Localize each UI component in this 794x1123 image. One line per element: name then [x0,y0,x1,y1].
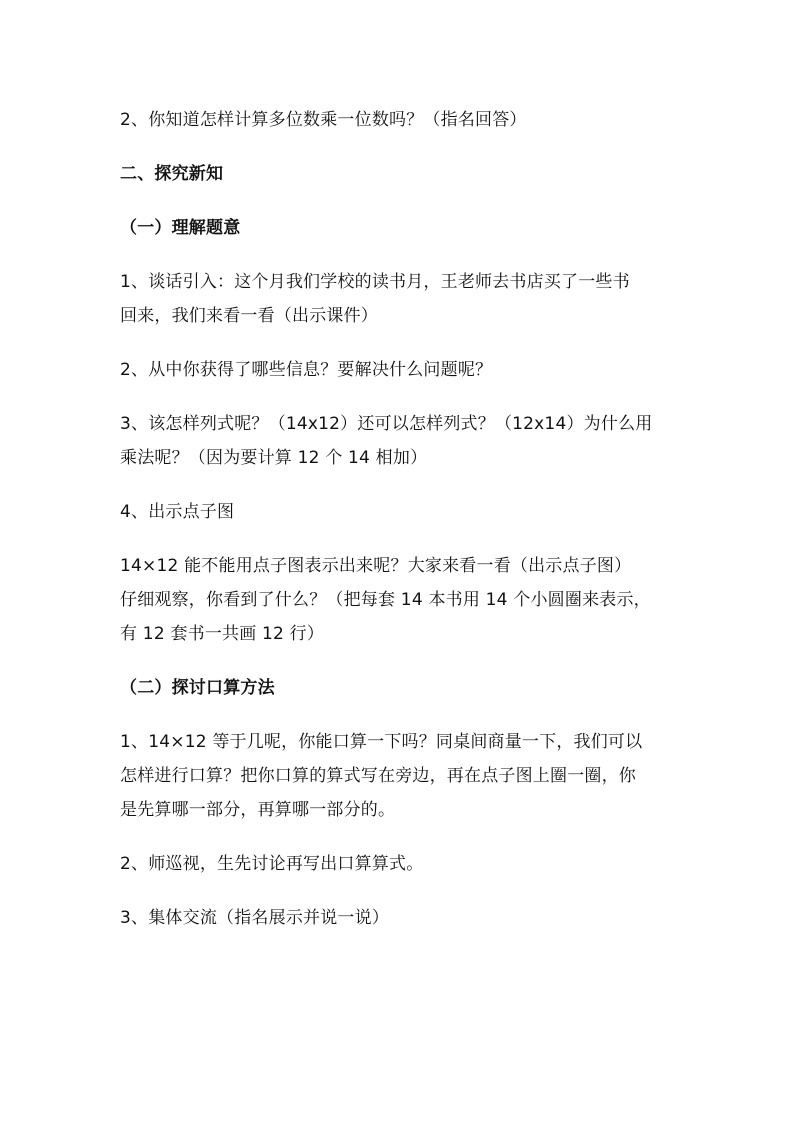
text-line: 1、14×12 等于几呢，你能口算一下吗？同桌间商量一下，我们可以 [120,732,643,752]
text-line: 2、从中你获得了哪些信息？要解决什么问题呢？ [120,360,493,380]
text-line: 2、你知道怎样计算多位数乘一位数吗？（指名回答） [120,110,527,130]
document-body [120,103,680,955]
paragraph-mental-math-2 [120,847,680,881]
subsection-heading-understand [120,211,680,245]
text-line: 4、出示点子图 [120,502,235,522]
text-line: 二、探究新知 [120,164,224,184]
text-line: 是先算哪一部分，再算哪一部分的。 [120,800,396,820]
text-line: 1、谈话引入：这个月我们学校的读书月，王老师去书店买了一些书 [120,272,630,292]
paragraph-dot-explain [120,549,680,651]
paragraph-mental-math-1 [120,725,680,827]
paragraph-info [120,353,680,387]
text-line: 怎样进行口算？把你口算的算式写在旁边，再在点子图上圈一圈，你 [120,766,636,786]
paragraph-question-2 [120,103,680,137]
paragraph-dot-diagram [120,495,680,529]
text-line: 3、该怎样列式呢？（14x12）还可以怎样列式？（12x14）为什么用 [120,414,653,434]
text-line: 回来，我们来看一看（出示课件） [120,306,378,326]
text-line: （一）理解题意 [120,218,241,238]
paragraph-formula [120,407,680,475]
text-line: 14×12 能不能用点子图表示出来呢？大家来看一看（出示点子图） [120,556,632,576]
section-heading-explore [120,157,680,191]
text-line: 有 12 套书一共画 12 行） [120,624,325,644]
paragraph-mental-math-3 [120,901,680,935]
subsection-heading-mental-math [120,671,680,705]
text-line: 仔细观察，你看到了什么？（把每套 14 本书用 14 个小圆圈来表示， [120,590,651,610]
text-line: 乘法呢？（因为要计算 12 个 14 相加） [120,448,428,468]
text-line: （二）探讨口算方法 [120,678,275,698]
paragraph-intro [120,265,680,333]
text-line: 2、师巡视，生先讨论再写出口算算式。 [120,854,424,874]
text-line: 3、集体交流（指名展示并说一说） [120,908,390,928]
